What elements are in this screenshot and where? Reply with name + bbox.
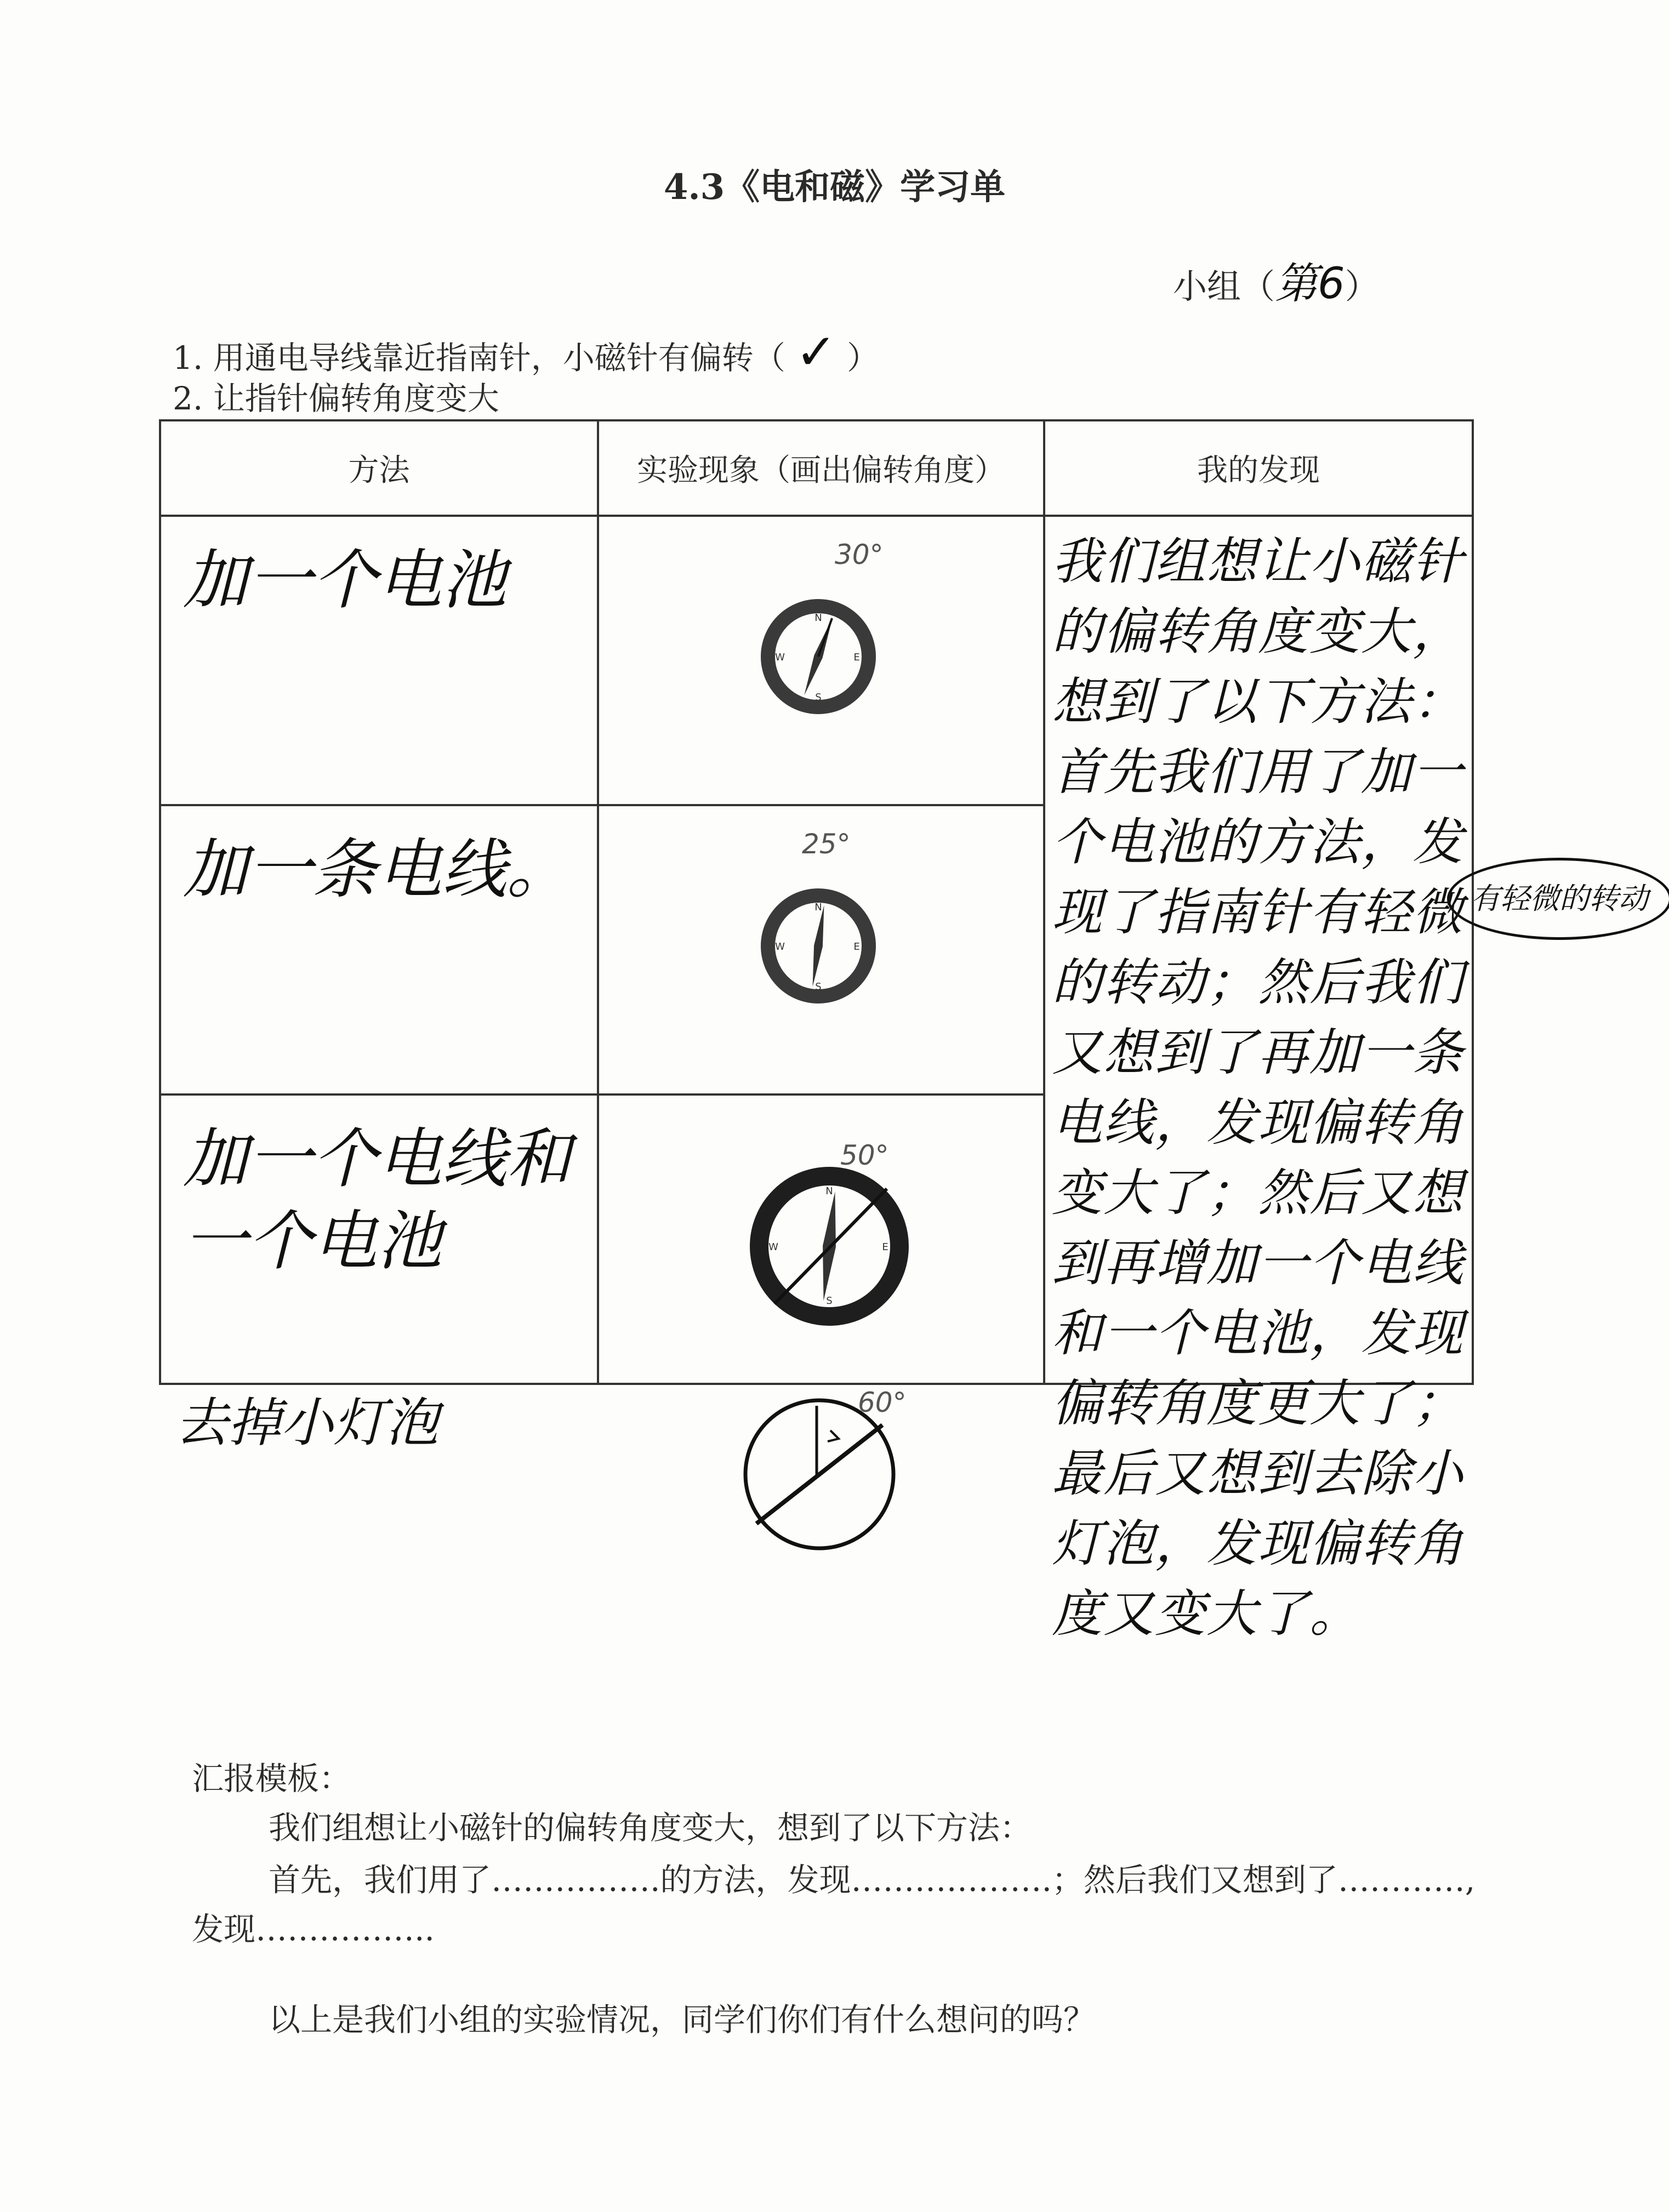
svg-text:S: S bbox=[826, 1295, 833, 1307]
report-heading: 汇报模板： bbox=[192, 1760, 351, 1797]
deflection-line bbox=[774, 1189, 887, 1304]
phenomenon-cell bbox=[598, 805, 1044, 1094]
question-1-text: 1. 用通电导线靠近指南针，小磁针有偏转（ bbox=[173, 339, 785, 377]
method-text: 加一个电池 bbox=[183, 542, 507, 618]
deflection-line bbox=[818, 618, 832, 657]
header-finding: 我的发现 bbox=[1044, 420, 1473, 516]
method-text: 加一条电线。 bbox=[183, 831, 572, 907]
group-value: 第6 bbox=[1275, 259, 1345, 309]
table-row bbox=[160, 516, 1473, 805]
annotation-bubble: 有轻微的转动 bbox=[1447, 858, 1669, 940]
svg-text:E: E bbox=[853, 652, 860, 663]
report-line-2: 首先，我们用了…………….的方法，发现……………….；然后我们又想到了…………, bbox=[269, 1861, 1476, 1899]
page-title: 4.3《电和磁》学习单 bbox=[663, 167, 1006, 208]
report-line-4: 以上是我们小组的实验情况，同学们你们有什么想问的吗？ bbox=[269, 2001, 1096, 2038]
angle-label: 30° bbox=[835, 539, 884, 571]
report-line-3: 发现…………….. bbox=[192, 1911, 435, 1948]
question-2: 2. 让指针偏转角度变大 bbox=[173, 380, 499, 417]
checkmark-icon: ✓ bbox=[795, 323, 837, 381]
finding-text: 我们组想让小磁针的偏转角度变大，想到了以下方法：首先我们用了加一个电池的方法，发现了指南针有轻微的转动；然后我们又想到了再加一条电线，发现偏转角变大了；然后又想到再增加一个电线和一个电池，发现偏转角度更大了；最后又想到去除小灯泡，发现偏转角度又变大了。 bbox=[1052, 532, 1465, 1643]
header-phenomenon: 实验现象（画出偏转角度） bbox=[598, 420, 1044, 516]
group-field bbox=[1173, 249, 1379, 311]
angle-label: 60° bbox=[858, 1387, 907, 1418]
angle-label: 50° bbox=[840, 1139, 889, 1171]
header-method: 方法 bbox=[160, 420, 598, 516]
svg-text:E: E bbox=[882, 1241, 888, 1253]
svg-text:W: W bbox=[775, 941, 785, 953]
svg-text:S: S bbox=[815, 692, 822, 703]
angle-label: 25° bbox=[802, 828, 851, 860]
group-label: 小组（ bbox=[1173, 266, 1275, 306]
extra-compass bbox=[734, 1387, 910, 1553]
report-line-1: 我们组想让小磁针的偏转角度变大，想到了以下方法： bbox=[269, 1809, 1032, 1846]
question-1-close: ） bbox=[847, 339, 879, 377]
svg-text:N: N bbox=[814, 612, 822, 624]
svg-text:S: S bbox=[815, 981, 822, 993]
finding-cell bbox=[1044, 516, 1473, 1643]
table-header-row bbox=[160, 420, 1473, 516]
phenomenon-cell bbox=[598, 1094, 1044, 1384]
compass-icon bbox=[599, 517, 1043, 802]
extra-method-text: 去掉小灯泡 bbox=[175, 1392, 438, 1453]
compass-needle bbox=[808, 905, 829, 988]
svg-text:N: N bbox=[814, 902, 822, 913]
method-text: 加一个电线和一个电池 bbox=[183, 1121, 572, 1279]
group-close: ） bbox=[1345, 266, 1379, 306]
svg-text:N: N bbox=[825, 1185, 833, 1197]
svg-text:W: W bbox=[768, 1241, 778, 1253]
svg-text:E: E bbox=[853, 941, 860, 953]
phenomenon-cell bbox=[598, 516, 1044, 805]
svg-text:W: W bbox=[775, 652, 785, 663]
compass-icon bbox=[599, 1096, 1043, 1381]
